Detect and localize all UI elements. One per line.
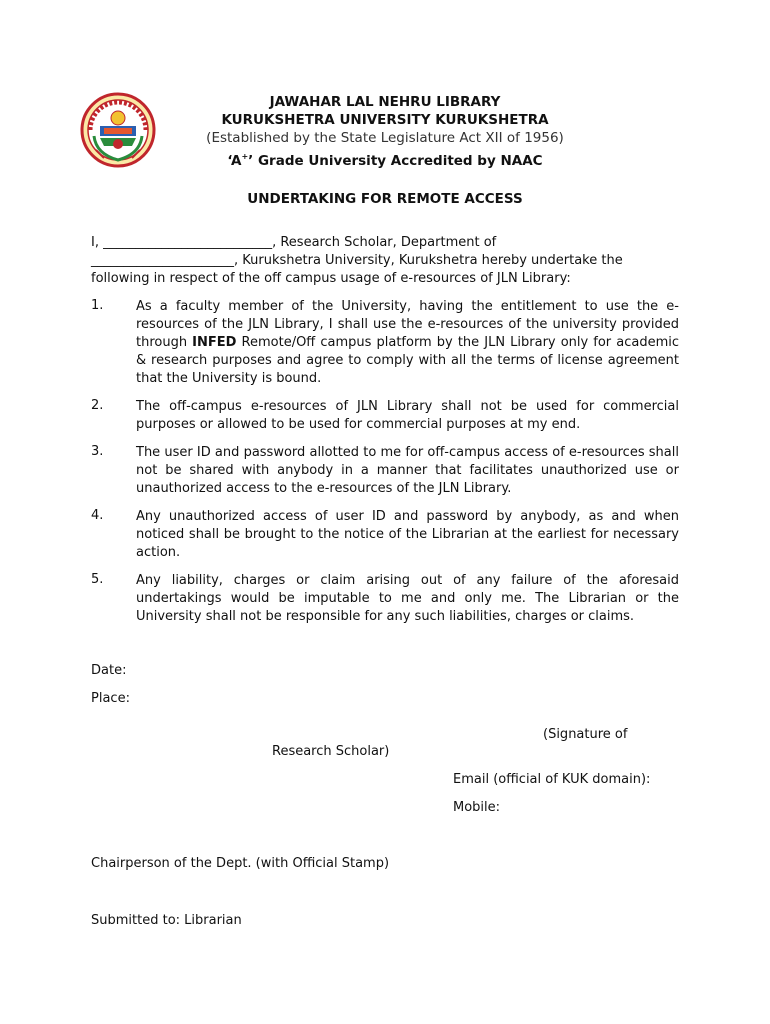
item-number: 2. <box>91 398 104 413</box>
signature-label-part1: (Signature of <box>543 727 628 742</box>
signature-label-part2: Research Scholar) <box>272 744 390 759</box>
item-number: 3. <box>91 444 104 459</box>
item-text: Any liability, charges or claim arising out of any failure of the aforesaid undertakings would be imputable to me and only me. The Librarian or the University shall not be responsible for any such liabilities, charges or claims. <box>136 573 679 624</box>
header-library-name: JAWAHAR LAL NEHRU LIBRARY <box>269 94 501 110</box>
accreditation-grade-plus: + <box>241 152 249 161</box>
chairperson-label: Chairperson of the Dept. (with Official Stamp) <box>91 856 390 871</box>
intro-line-2: ______________________, Kurukshetra University, Kurukshetra hereby undertake the <box>91 253 623 268</box>
submitted-to-label: Submitted to: Librarian <box>91 913 242 928</box>
item-text: The off-campus e-resources of JLN Library shall not be used for commercial purposes or allowed to be used for commercial purposes at my end. <box>136 399 679 432</box>
item-text-part: Remote/Off campus platform by the JLN Library only for academic & research purposes and agree to comply with all the terms of license agreement that the University is bound. <box>136 335 679 386</box>
item-number: 4. <box>91 508 104 523</box>
item-text-part: As a faculty member of the University, having the entitlement to use the e-resources of the JLN Library, I shall use the e-resources of the university provided through <box>136 299 679 350</box>
header-accreditation <box>150 147 620 171</box>
item-text: Any unauthorized access of user ID and password by anybody, as and when noticed shall be brought to the notice of the Librarian at the earliest for necessary action. <box>136 509 679 560</box>
intro-line-3: following in respect of the off campus usage of e-resources of JLN Library: <box>91 271 571 286</box>
header-university-name: KURUKSHETRA UNIVERSITY KURUKSHETRA <box>221 112 549 128</box>
email-label: Email (official of KUK domain): <box>453 772 651 787</box>
header-established: (Established by the State Legislature Act XII of 1956) <box>206 130 564 146</box>
accreditation-grade-prefix: ‘A <box>227 153 242 169</box>
place-label: Place: <box>91 691 130 706</box>
university-logo <box>80 92 156 168</box>
mobile-label: Mobile: <box>453 800 501 815</box>
accreditation-text: ’ Grade University Accredited by NAAC <box>248 153 543 169</box>
intro-line-1: I, __________________________, Research Scholar, Department of <box>91 235 497 250</box>
date-label: Date: <box>91 663 127 678</box>
item-text: The user ID and password allotted to me for off-campus access of e-resources shall not be shared with anybody in a manner that facilitates unauthorized use or unauthorized access to the e-resources of the JLN Library. <box>136 445 679 496</box>
item-text <box>136 298 679 388</box>
item-text-bold: INFED <box>192 335 237 350</box>
item-number: 1. <box>91 298 104 313</box>
seal-icon <box>80 92 156 168</box>
page-title: UNDERTAKING FOR REMOTE ACCESS <box>247 191 523 207</box>
item-number: 5. <box>91 572 104 587</box>
